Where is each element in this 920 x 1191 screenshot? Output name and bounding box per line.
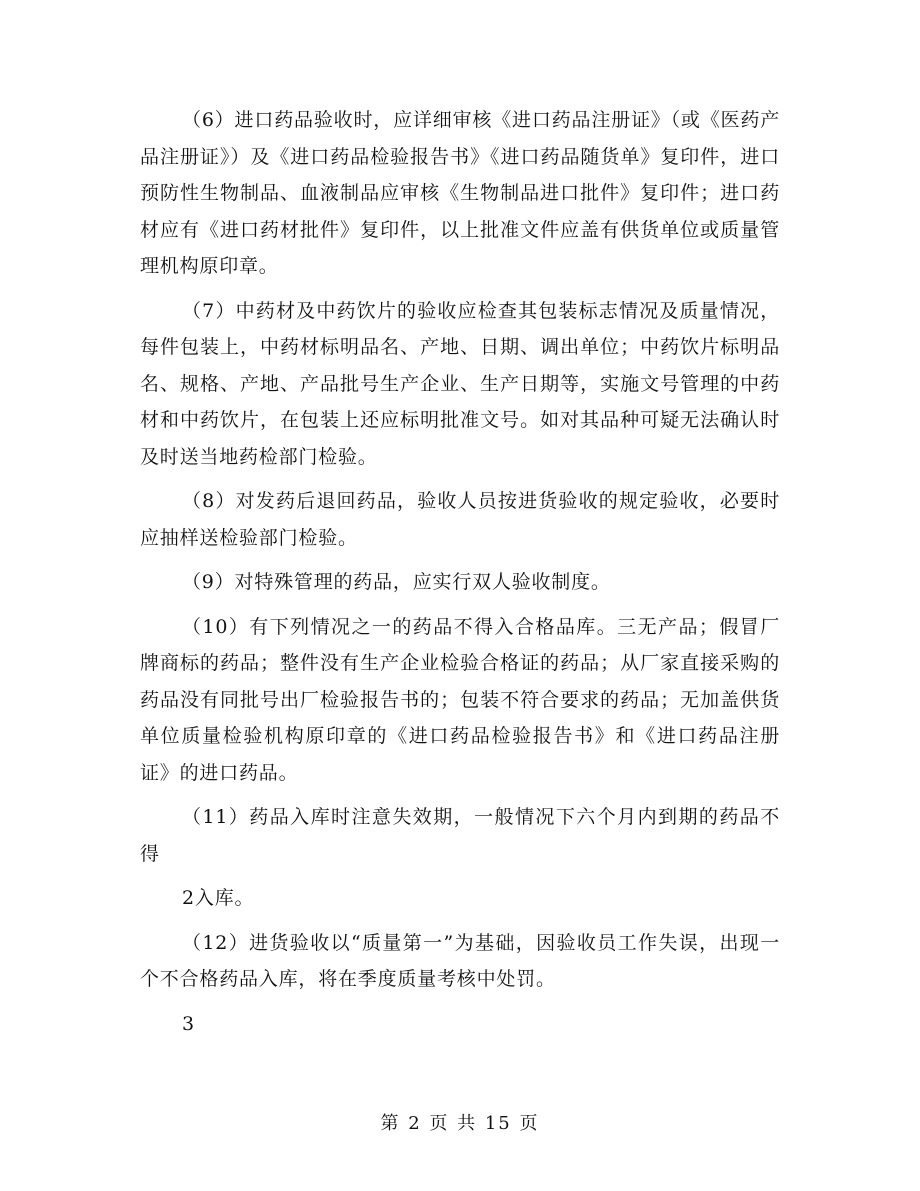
paragraph-12: （12）进货验收以“质量第一”为基础，因验收员工作失误，出现一个不合格药品入库，将在季度质量考核中处罚。 (140, 931, 780, 990)
paragraph-11: （11）药品入库时注意失效期，一般情况下六个月内到期的药品不得 (140, 806, 780, 865)
paragraph-6: （6）进口药品验收时，应详细审核《进口药品注册证》（或《医药产品注册证》）及《进口药品检验报告书》《进口药品随货单》复印件，进口预防性生物制品、血液制品应审核《生物制品进口批件》复印件；进口药材应有《进口药材批件》复印件，以上批准文件应盖有供货单位或质量管理机构原印章。 (140, 109, 780, 277)
section-number: 3 (182, 1012, 195, 1035)
page-footer: 第 2 页 共 15 页 (380, 1113, 540, 1134)
paragraph-8: （8）对发药后退回药品，验收人员按进货验收的规定验收，必要时应抽样送检验部门检验。 (140, 490, 780, 549)
paragraph-9: （9）对特殊管理的药品，应实行双人验收制度。 (182, 571, 611, 593)
paragraph-10: （10）有下列情况之一的药品不得入合格品库。三无产品；假冒厂牌商标的药品；整件没有生产企业检验合格证的药品；从厂家直接采购的药品没有同批号出厂检验报告书的；包装不符合要求的药品；无加盖供货单位质量检验机构原印章的《进口药品检验报告书》和《进口药品注册证》的进口药品。 (140, 615, 780, 784)
paragraph-7: （7）中药材及中药饮片的验收应检查其包装标志情况及质量情况，每件包装上，中药材标明品名、产地、日期、调出单位；中药饮片标明品名、规格、产地、产品批号生产企业、生产日期等，实施文号管理的中药材和中药饮片，在包装上还应标明批准文号。如对其品种可疑无法确认时及时送当地药检部门检验。 (140, 299, 780, 468)
paragraph-11-continuation: 2入库。 (182, 887, 255, 909)
